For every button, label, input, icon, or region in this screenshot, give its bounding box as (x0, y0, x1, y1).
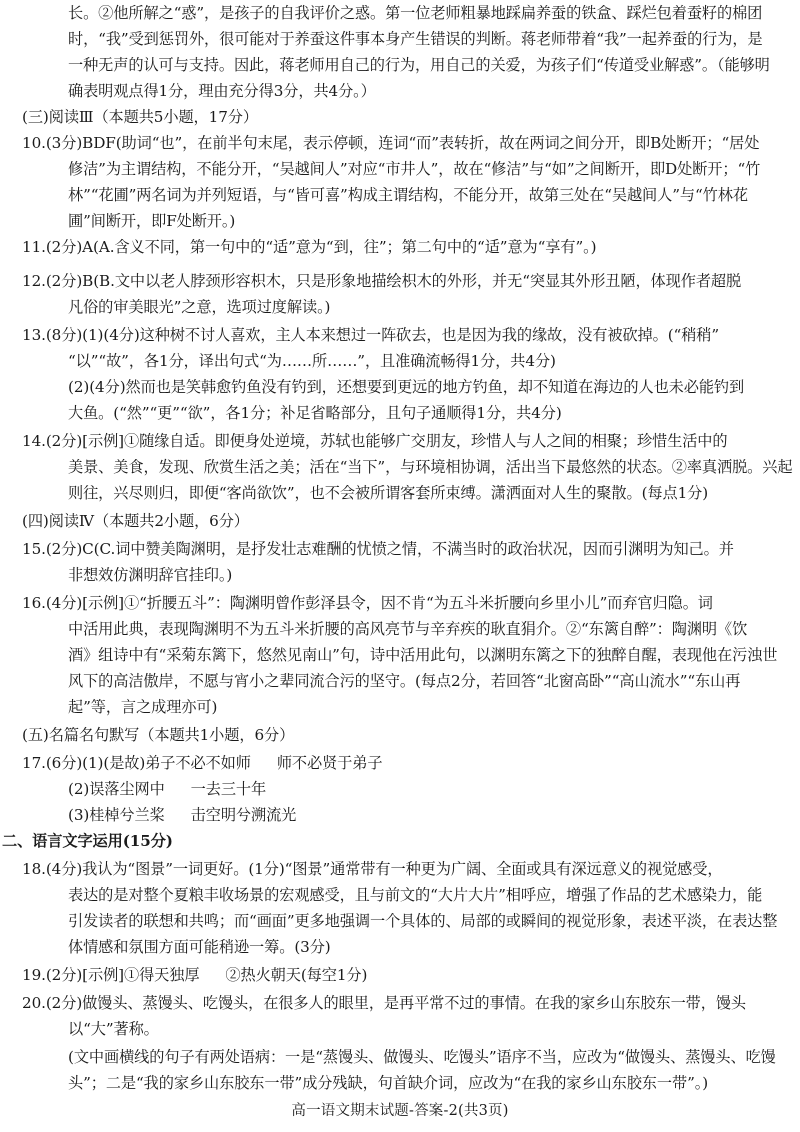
answer-q19 (22, 962, 367, 988)
q17-answer-3a: (3)桂棹兮兰桨 (68, 806, 165, 824)
q19-answer-b: ②热火朝天(每空1分) (225, 966, 368, 984)
answer-q16: 16.(4分)[示例]①“折腰五斗”：陶渊明曾作彭泽县令，因不肯“为五斗米折腰向乡里小儿”而弃官归隐。词 (22, 594, 713, 612)
text-line: 起”等，言之成理亦可) (68, 698, 218, 716)
text-line: 风下的高洁傲岸，不愿与宵小之辈同流合污的坚守。(每点2分，若回答“北窗高卧”“高山流水”“东山再 (68, 672, 741, 690)
answer-q11: 11.(2分)A(A.含义不同，第一句中的“适”意为“到，往”；第二句中的“适”意为“享有”。) (22, 238, 597, 256)
q17-answer-1a: 17.(6分)(1)(是故)弟子不必不如师 (22, 754, 251, 772)
q17-answer-3b: 击空明兮溯流光 (190, 806, 297, 824)
q17-answer-2 (68, 776, 266, 802)
text-line: 圃”间断开，即F处断开。) (68, 212, 236, 230)
text-line: 大鱼。(“然”“更”“欲”，各1分；补足省略部分，且句子通顺得1分，共4分) (68, 404, 562, 422)
text-line: 一种无声的认可与支持。因此，蒋老师用自己的行为，用自己的关爱，为孩子们“传道受业解惑”。（能够明 (68, 56, 770, 74)
q17-answer-2a: (2)误落尘网中 (68, 780, 165, 798)
answer-q17 (22, 750, 382, 776)
answer-q15: 15.(2分)C(C.词中赞美陶渊明，是抒发壮志难酬的忧愤之情，不满当时的政治状况，因而引渊明为知己。并 (22, 540, 734, 558)
answer-q18: 18.(4分)我认为“图景”一词更好。(1分)“图景”通常带有一种更为广阔、全面或具有深远意义的视觉感受， (22, 860, 723, 878)
page-footer: 高一语文期末试题-答案-2(共3页) (291, 1103, 509, 1119)
section-heading: (三)阅读Ⅲ（本题共5小题，17分） (22, 108, 258, 126)
text-line: 酒》组诗中有“采菊东篱下，悠然见南山”句，诗中活用此句，以渊明东篱之下的独醉自醒，表现他在污浊世 (68, 646, 778, 664)
text-line: 非想效仿渊明辞官挂印。) (68, 566, 233, 584)
text-line: “以”“故”，各1分，译出句式“为……所……”，且准确流畅得1分，共4分) (68, 352, 556, 370)
text-line: 确表明观点得1分，理由充分得3分，共4分。） (68, 82, 376, 100)
answer-q12: 12.(2分)B(B.文中以老人脖颈形容枳木，只是形象地描绘枳木的外形，并无“突显其外形丑陋，体现作者超脱 (22, 272, 742, 290)
answer-q13: 13.(8分)(1)(4分)这种树不讨人喜欢，主人本来想过一阵砍去，也是因为我的缘故，没有被砍掉。(“稍稍” (22, 326, 720, 344)
answer-q14: 14.(2分)[示例]①随缘自适。即便身处逆境，苏轼也能够广交朋友，珍惜人与人之间的相聚；珍惜生活中的 (22, 432, 728, 450)
text-line: 头”；二是“我的家乡山东胶东一带”成分残缺，句首缺介词，应改为“在我的家乡山东胶东一带”。) (68, 1074, 709, 1092)
q17-answer-2b: 一去三十年 (190, 780, 267, 798)
section-heading: (四)阅读Ⅳ（本题共2小题，6分） (22, 512, 249, 530)
text-line: 林”“花圃”两名词为并列短语，与“皆可喜”构成主谓结构，不能分开，故第三处在“吴越间人”与“竹林花 (68, 186, 748, 204)
text-line: 体情感和氛围方面可能稍逊一筹。(3分) (68, 938, 331, 956)
part-heading: 二、语言文字运用(15分) (2, 832, 173, 850)
q17-answer-1b: 师不必贤于弟子 (276, 754, 383, 772)
answer-q20: 20.(2分)做馒头、蒸馒头、吃馒头，在很多人的眼里，是再平常不过的事情。在我的家乡山东胶东一带，馒头 (22, 994, 747, 1012)
text-line: 中活用此典，表现陶渊明不为五斗米折腰的高风亮节与辛弃疾的耿直狷介。②“东篱自醉”：陶渊明《饮 (68, 620, 748, 638)
text-line: (文中画横线的句子有两处语病：一是“蒸馒头、做馒头、吃馒头”语序不当，应改为“做馒头、蒸馒头、吃馒 (68, 1048, 776, 1066)
text-line: 凡俗的审美眼光”之意，选项过度解读。) (68, 298, 331, 316)
text-line: 引发读者的联想和共鸣；而“画面”更多地强调一个具体的、局部的或瞬间的视觉形象，表述平淡，在表达整 (68, 912, 778, 930)
answer-q10: 10.(3分)BDF(助词“也”，在前半句末尾，表示停顿，连词“而”表转折，故在两词之间分开，即B处断开；“居处 (22, 134, 760, 152)
q19-answer-a: 19.(2分)[示例]①得天独厚 (22, 966, 200, 984)
text-line: 表达的是对整个夏粮丰收场景的宏观感受，且与前文的“大片大片”相呼应，增强了作品的艺术感染力，能 (68, 886, 763, 904)
text-line: 则往，兴尽则归，即便“客尚欲饮”，也不会被所谓客套所束缚。潇洒面对人生的聚散。(每点1分) (68, 484, 709, 502)
section-heading: (五)名篇名句默写（本题共1小题，6分） (22, 726, 295, 744)
text-line: 修洁”为主谓结构，不能分开，“吴越间人”对应“市井人”，故在“修洁”与“如”之间断开，即D处断开；“竹 (68, 160, 761, 178)
q17-answer-3 (68, 802, 296, 828)
text-line: 时，“我”受到惩罚外，很可能对于养蚕这件事本身产生错误的判断。蒋老师带着“我”一起养蚕的行为，是 (68, 30, 763, 48)
text-line: (2)(4分)然而也是笑韩愈钓鱼没有钓到，还想要到更远的地方钓鱼，却不知道在海边的人也未必能钓到 (68, 378, 745, 396)
text-line: 长。②他所解之“惑”，是孩子的自我评价之惑。第一位老师粗暴地踩扁养蚕的铁盒、踩烂包着蚕籽的棉团 (68, 4, 763, 22)
text-line: 美景、美食，发现、欣赏生活之美；活在“当下”，与环境相协调，活出当下最悠然的状态。②率真洒脱。兴起 (68, 458, 793, 476)
text-line: 以“大”著称。 (68, 1020, 159, 1038)
